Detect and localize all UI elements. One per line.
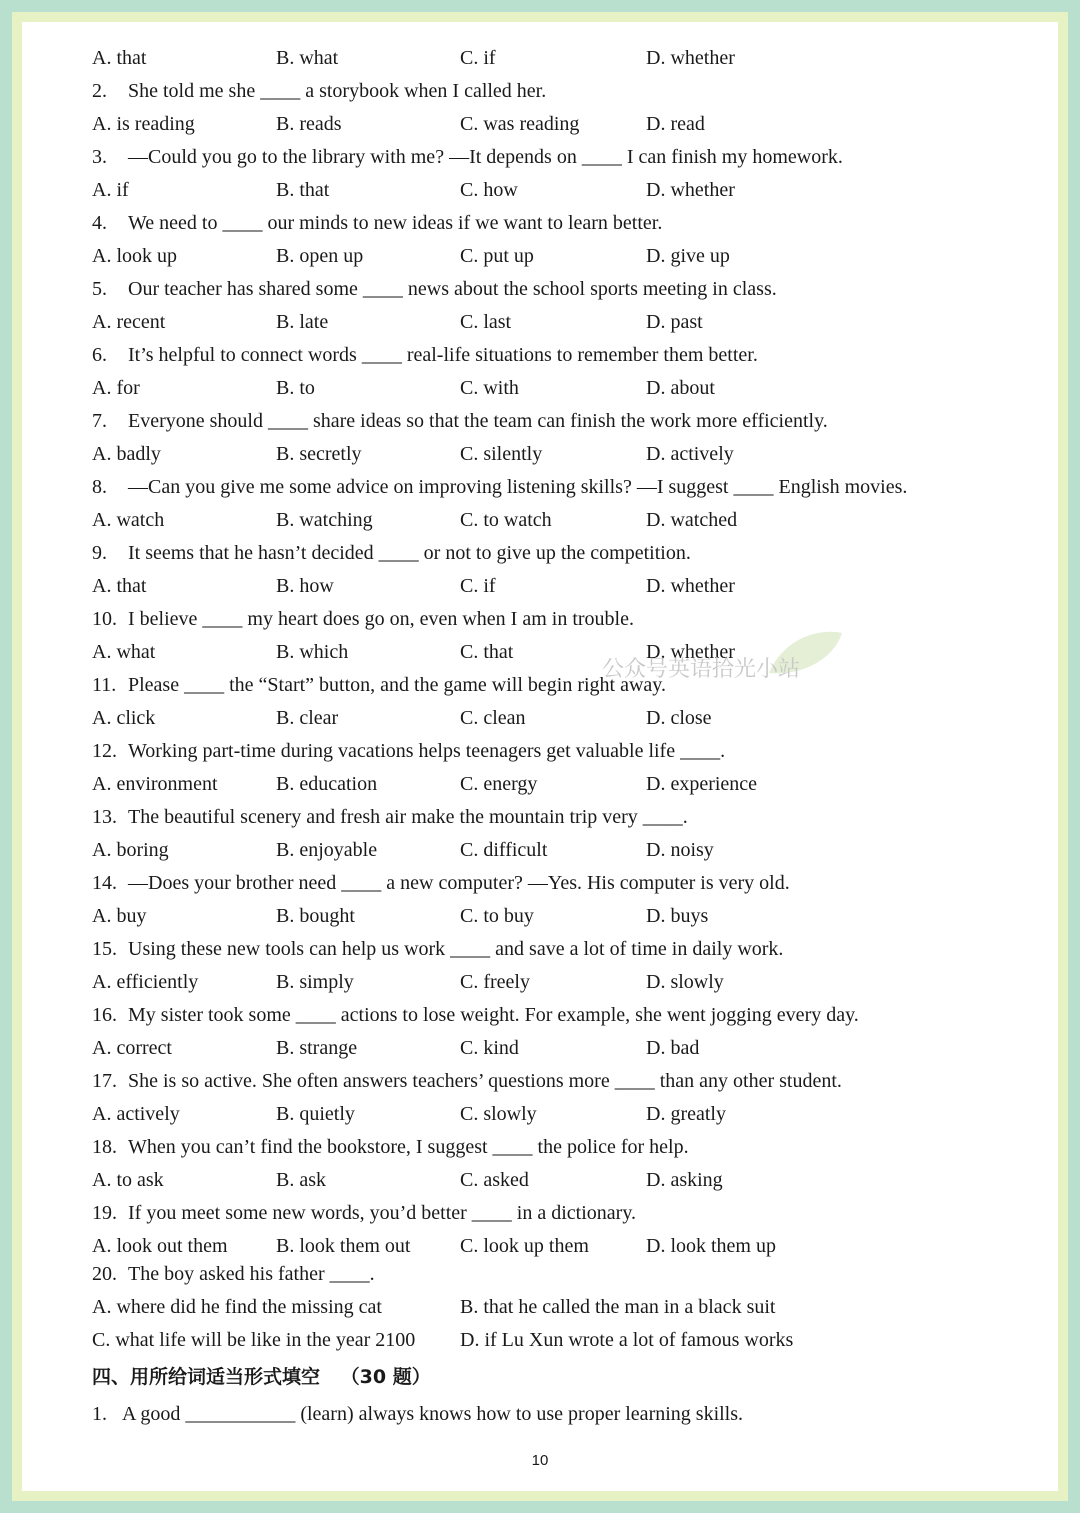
option-b: B. look them out bbox=[276, 1235, 411, 1257]
option-d: D. whether bbox=[646, 47, 735, 69]
question-text: It’s helpful to connect words ____ real-life situations to remember them better. bbox=[128, 344, 758, 366]
option-c: C. if bbox=[460, 47, 496, 69]
option-b: B. simply bbox=[276, 971, 354, 993]
question-stem bbox=[92, 207, 992, 240]
option-d: D. about bbox=[646, 377, 715, 399]
option-b: B. that he called the man in a black suit bbox=[460, 1296, 776, 1318]
options-row bbox=[92, 834, 992, 867]
option-d: D. give up bbox=[646, 245, 730, 267]
option-d: D. whether bbox=[646, 179, 735, 201]
option-c: C. how bbox=[460, 179, 518, 201]
question-text: It seems that he hasn’t decided ____ or not to give up the competition. bbox=[128, 542, 691, 564]
question-stem bbox=[92, 669, 992, 702]
question-number: 10. bbox=[92, 608, 117, 630]
option-c: C. freely bbox=[460, 971, 530, 993]
question-number: 7. bbox=[92, 410, 107, 432]
option-b: B. open up bbox=[276, 245, 364, 267]
question-number: 17. bbox=[92, 1070, 117, 1092]
option-a: A. recent bbox=[92, 311, 166, 333]
watermark: 公众号英语拾光小站 bbox=[602, 657, 801, 682]
question-number: 2. bbox=[92, 80, 107, 102]
option-c: C. slowly bbox=[460, 1103, 537, 1125]
question-text: —Could you go to the library with me? —It depends on ____ I can finish my homework. bbox=[128, 146, 843, 168]
option-d: D. watched bbox=[646, 509, 738, 531]
question-stem bbox=[92, 801, 992, 834]
option-c: C. to buy bbox=[460, 905, 534, 927]
option-b: B. that bbox=[276, 179, 330, 201]
option-c: C. that bbox=[460, 641, 514, 663]
option-c: C. if bbox=[460, 575, 496, 597]
question-number: 13. bbox=[92, 806, 117, 828]
question-number: 5. bbox=[92, 278, 107, 300]
question-text: My sister took some ____ actions to lose weight. For example, she went jogging every day. bbox=[128, 1004, 859, 1026]
item-number: 1. bbox=[92, 1403, 107, 1425]
options-row-20a bbox=[92, 1291, 992, 1324]
option-d: D. buys bbox=[646, 905, 709, 927]
option-d: D. slowly bbox=[646, 971, 724, 993]
question-number: 15. bbox=[92, 938, 117, 960]
option-d: D. look them up bbox=[646, 1235, 776, 1257]
question-text: Using these new tools can help us work ____ and save a lot of time in daily work. bbox=[128, 938, 784, 960]
options-row-1 bbox=[92, 42, 992, 75]
options-row bbox=[92, 1098, 992, 1131]
option-b: B. watching bbox=[276, 509, 373, 531]
options-row bbox=[92, 372, 992, 405]
question-text: The beautiful scenery and fresh air make the mountain trip very ____. bbox=[128, 806, 688, 828]
option-d: D. whether bbox=[646, 575, 735, 597]
section-count: （30 题） bbox=[340, 1366, 431, 1388]
option-b: B. ask bbox=[276, 1169, 326, 1191]
option-b: B. reads bbox=[276, 113, 342, 135]
question-number: 11. bbox=[92, 674, 117, 696]
options-row-20b bbox=[92, 1324, 992, 1357]
question-stem bbox=[92, 1131, 992, 1164]
options-row bbox=[92, 900, 992, 933]
option-a: A. look out them bbox=[92, 1235, 228, 1257]
option-d: D. bad bbox=[646, 1037, 700, 1059]
option-c: C. to watch bbox=[460, 509, 552, 531]
options-row bbox=[92, 636, 992, 669]
option-b: B. quietly bbox=[276, 1103, 355, 1125]
options-row bbox=[92, 570, 992, 603]
question-stem-20 bbox=[92, 1258, 992, 1291]
question-number: 12. bbox=[92, 740, 117, 762]
options-row bbox=[92, 504, 992, 537]
section-title: 四、用所给词适当形式填空 bbox=[92, 1366, 321, 1388]
option-c: C. last bbox=[460, 311, 512, 333]
question-number: 19. bbox=[92, 1202, 117, 1224]
option-d: D. if Lu Xun wrote a lot of famous works bbox=[460, 1329, 794, 1351]
option-a: A. that bbox=[92, 47, 147, 69]
options-row bbox=[92, 966, 992, 999]
option-a: A. buy bbox=[92, 905, 147, 927]
options-row bbox=[92, 240, 992, 273]
question-number: 3. bbox=[92, 146, 107, 168]
options-row bbox=[92, 768, 992, 801]
question-text: Everyone should ____ share ideas so that the team can finish the work more efficiently. bbox=[128, 410, 828, 432]
option-a: A. correct bbox=[92, 1037, 172, 1059]
options-row bbox=[92, 1032, 992, 1065]
options-row bbox=[92, 108, 992, 141]
question-stem bbox=[92, 339, 992, 372]
question-stem bbox=[92, 1065, 992, 1098]
option-c: C. look up them bbox=[460, 1235, 589, 1257]
question-stem bbox=[92, 1197, 992, 1230]
question-text: She told me she ____ a storybook when I called her. bbox=[128, 80, 547, 102]
question-text: We need to ____ our minds to new ideas if we want to learn better. bbox=[128, 212, 663, 234]
question-stem bbox=[92, 537, 992, 570]
option-b: B. enjoyable bbox=[276, 839, 378, 861]
option-d: D. noisy bbox=[646, 839, 714, 861]
option-b: B. bought bbox=[276, 905, 355, 927]
option-d: D. asking bbox=[646, 1169, 723, 1191]
section-heading bbox=[92, 1361, 992, 1394]
question-number: 18. bbox=[92, 1136, 117, 1158]
option-a: A. is reading bbox=[92, 113, 195, 135]
document-page bbox=[22, 22, 1058, 1491]
option-a: A. what bbox=[92, 641, 156, 663]
option-c: C. with bbox=[460, 377, 519, 399]
question-text: —Can you give me some advice on improving listening skills? —I suggest ____ English movies. bbox=[128, 476, 908, 498]
option-b: B. late bbox=[276, 311, 329, 333]
option-d: D. close bbox=[646, 707, 712, 729]
question-stem bbox=[92, 405, 992, 438]
option-a: A. watch bbox=[92, 509, 165, 531]
option-b: B. which bbox=[276, 641, 349, 663]
options-row bbox=[92, 1164, 992, 1197]
question-number: 9. bbox=[92, 542, 107, 564]
question-stem bbox=[92, 141, 992, 174]
question-text: Working part-time during vacations helps teenagers get valuable life ____. bbox=[128, 740, 726, 762]
option-d: D. past bbox=[646, 311, 703, 333]
option-c: C. clean bbox=[460, 707, 526, 729]
question-text: Our teacher has shared some ____ news about the school sports meeting in class. bbox=[128, 278, 777, 300]
option-a: A. badly bbox=[92, 443, 161, 465]
option-a: A. that bbox=[92, 575, 147, 597]
options-row bbox=[92, 306, 992, 339]
option-a: A. actively bbox=[92, 1103, 180, 1125]
option-d: D. actively bbox=[646, 443, 734, 465]
question-text: The boy asked his father ____. bbox=[128, 1263, 375, 1285]
question-text: I believe ____ my heart does go on, even when I am in trouble. bbox=[128, 608, 634, 630]
option-a: A. where did he find the missing cat bbox=[92, 1296, 382, 1318]
option-a: A. boring bbox=[92, 839, 169, 861]
question-stem bbox=[92, 75, 992, 108]
fill-blank-item-1 bbox=[92, 1398, 992, 1431]
question-number: 6. bbox=[92, 344, 107, 366]
question-number: 20. bbox=[92, 1263, 117, 1285]
option-c: C. what life will be like in the year 2100 bbox=[92, 1329, 416, 1351]
item-text: A good ___________ (learn) always knows how to use proper learning skills. bbox=[122, 1403, 744, 1425]
question-number: 8. bbox=[92, 476, 107, 498]
question-stem bbox=[92, 735, 992, 768]
option-b: B. education bbox=[276, 773, 378, 795]
question-text: —Does your brother need ____ a new computer? —Yes. His computer is very old. bbox=[128, 872, 790, 894]
option-c: C. silently bbox=[460, 443, 543, 465]
option-b: B. secretly bbox=[276, 443, 362, 465]
option-d: D. greatly bbox=[646, 1103, 726, 1125]
option-a: A. look up bbox=[92, 245, 177, 267]
option-c: C. asked bbox=[460, 1169, 529, 1191]
question-stem bbox=[92, 867, 992, 900]
question-text: Please ____ the “Start” button, and the game will begin right away. bbox=[128, 674, 667, 696]
option-c: C. put up bbox=[460, 245, 534, 267]
option-a: A. environment bbox=[92, 773, 218, 795]
option-c: C. was reading bbox=[460, 113, 580, 135]
option-a: A. click bbox=[92, 707, 156, 729]
option-a: A. efficiently bbox=[92, 971, 199, 993]
option-b: B. to bbox=[276, 377, 315, 399]
option-a: A. to ask bbox=[92, 1169, 164, 1191]
question-stem bbox=[92, 273, 992, 306]
option-c: C. kind bbox=[460, 1037, 519, 1059]
option-a: A. for bbox=[92, 377, 140, 399]
question-number: 14. bbox=[92, 872, 117, 894]
question-stem bbox=[92, 603, 992, 636]
options-row bbox=[92, 438, 992, 471]
option-d: D. experience bbox=[646, 773, 758, 795]
option-d: D. whether bbox=[646, 641, 735, 663]
option-b: B. clear bbox=[276, 707, 339, 729]
question-stem bbox=[92, 933, 992, 966]
option-c: C. energy bbox=[460, 773, 538, 795]
option-c: C. difficult bbox=[460, 839, 548, 861]
option-b: B. what bbox=[276, 47, 339, 69]
question-number: 16. bbox=[92, 1004, 117, 1026]
options-row bbox=[92, 174, 992, 207]
question-text: When you can’t find the bookstore, I suggest ____ the police for help. bbox=[128, 1136, 689, 1158]
option-b: B. how bbox=[276, 575, 334, 597]
option-a: A. if bbox=[92, 179, 129, 201]
option-b: B. strange bbox=[276, 1037, 358, 1059]
page-number: 10 bbox=[531, 1452, 549, 1469]
options-row bbox=[92, 702, 992, 735]
question-number: 4. bbox=[92, 212, 107, 234]
question-text: If you meet some new words, you’d better ____ in a dictionary. bbox=[128, 1202, 637, 1224]
question-stem bbox=[92, 471, 992, 504]
question-text: She is so active. She often answers teachers’ questions more ____ than any other student. bbox=[128, 1070, 842, 1092]
question-stem bbox=[92, 999, 992, 1032]
option-d: D. read bbox=[646, 113, 705, 135]
